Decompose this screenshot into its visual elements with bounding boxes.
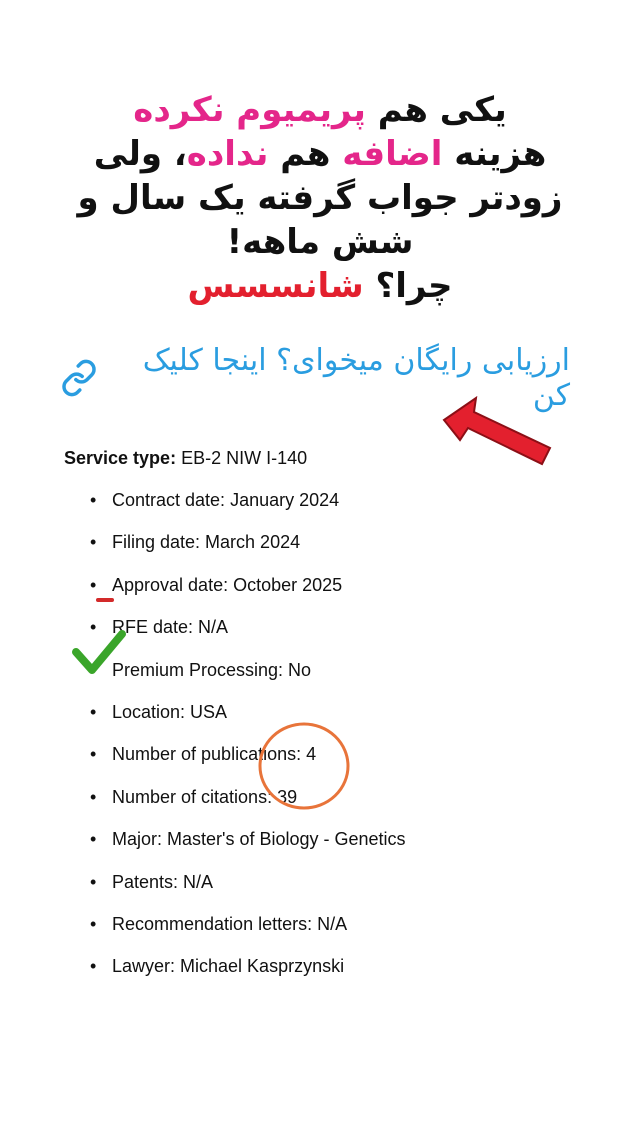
list-item (64, 952, 604, 994)
bullet-icon: • (90, 701, 97, 722)
headline-text: هم (268, 134, 343, 174)
list-item-text: Number of publications: 4 (112, 744, 317, 765)
link-icon (60, 359, 98, 397)
free-evaluation-link-text[interactable]: ارزیابی رایگان میخوای؟ اینجا کلیک کن (142, 343, 570, 413)
headline-text: هزینه (442, 134, 547, 174)
list-item-text: Contract date: January 2024 (112, 490, 340, 510)
bullet-icon: • (90, 617, 97, 638)
bullet-icon: • (90, 532, 97, 553)
headline-highlight: پریمیوم نکرده (133, 90, 366, 130)
bullet-icon: • (90, 913, 97, 934)
headline-highlight: نداده (186, 134, 269, 174)
list-item-text: Number of citations: 39 (112, 786, 298, 807)
bullet-icon: • (90, 786, 97, 807)
headline-line-1 (40, 88, 600, 132)
list-item-text: Patents: N/A (112, 871, 214, 892)
list-item-text: Location: USA (112, 701, 228, 722)
check-mark-icon (70, 628, 128, 678)
list-item-text: Recommendation letters: N/A (112, 913, 348, 934)
list-item-text: Lawyer: Michael Kasprzynski (112, 956, 345, 977)
bullet-icon: • (90, 490, 97, 510)
bullet-icon: • (90, 744, 97, 765)
headline-highlight: اضافه (342, 134, 443, 174)
service-type-label: Service type: (64, 448, 177, 468)
list-item (64, 868, 604, 910)
list-item (64, 528, 604, 570)
list-item-text: Filing date: March 2024 (112, 532, 301, 553)
headline-text: یکی هم (365, 90, 507, 130)
bullet-icon: • (90, 829, 97, 850)
list-item (64, 486, 604, 528)
list-item-text: Premium Processing: No (112, 659, 312, 680)
list-item (64, 613, 604, 655)
list-item-text: Approval date: October 2025 (112, 574, 343, 595)
headline-line-2 (40, 132, 600, 176)
headline (40, 88, 600, 308)
list-item-text: RFE date: N/A (112, 617, 229, 638)
headline-line-3: زودتر جواب گرفته یک سال و (77, 178, 563, 218)
list-item (64, 656, 604, 698)
headline-highlight: شانسسس (187, 266, 364, 306)
list-item-text: Major: Master's of Biology - Genetics (112, 829, 406, 850)
service-type-value: EB-2 NIW I-140 (176, 448, 308, 468)
red-underline-mark (96, 598, 114, 602)
list-item (64, 571, 604, 613)
bullet-icon: • (90, 956, 97, 977)
bullet-icon: • (90, 659, 97, 680)
list-item (64, 910, 604, 952)
headline-text: ، ولی (93, 134, 187, 174)
list-item (64, 825, 604, 867)
headline-text: چرا؟ (363, 266, 453, 306)
orange-circle-mark (254, 718, 352, 814)
headline-line-5 (40, 264, 600, 308)
bullet-icon: • (90, 871, 97, 892)
headline-line-4: شش ماهه! (226, 222, 414, 262)
service-type (64, 444, 604, 472)
bullet-icon: • (90, 574, 97, 595)
